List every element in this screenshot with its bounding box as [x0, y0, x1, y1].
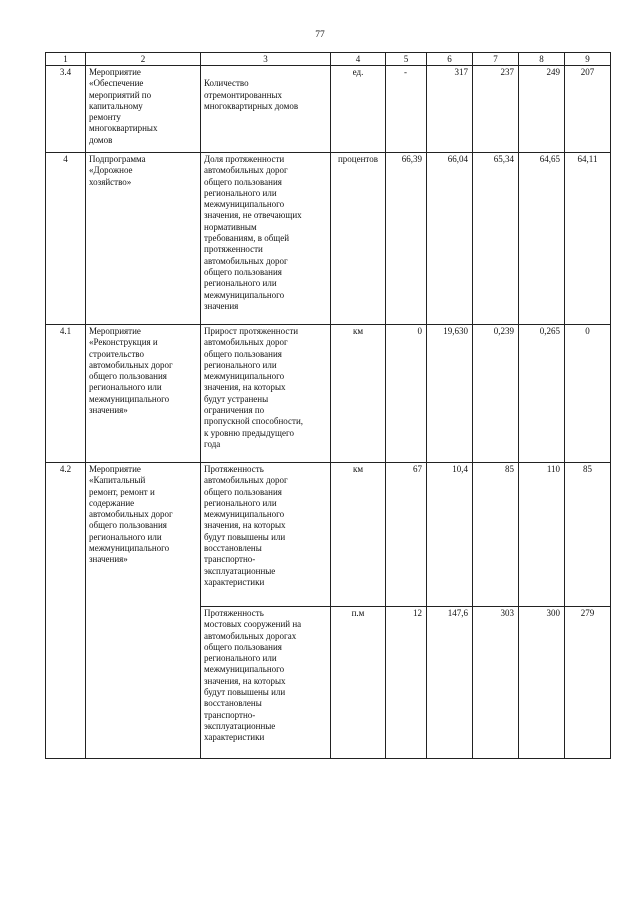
table-row [46, 463, 611, 607]
unit-cell: ед. [331, 66, 386, 153]
column-header: 5 [386, 53, 427, 66]
page-number: 77 [315, 30, 325, 40]
event-name: Мероприятие «Капитальный ремонт, ремонт и содержание автомобильных дорог общего пользования регионального или межмуниципального значения» [86, 463, 201, 759]
indicator-name: Количество отремонтированных многоквартирных домов [201, 66, 331, 153]
column-header: 4 [331, 53, 386, 66]
table-row [46, 325, 611, 463]
unit-cell: км [331, 463, 386, 607]
column-header: 8 [519, 53, 565, 66]
table-row [46, 153, 611, 325]
value-cell: 303 [473, 607, 519, 759]
value-cell: 0 [565, 325, 611, 463]
value-cell: 85 [565, 463, 611, 607]
value-cell: 0 [386, 325, 427, 463]
column-header: 2 [86, 53, 201, 66]
value-cell: 65,34 [473, 153, 519, 325]
value-cell: 85 [473, 463, 519, 607]
event-name: Мероприятие «Реконструкция и строительство автомобильных дорог общего пользования регионального или межмуниципального значения» [86, 325, 201, 463]
column-header: 9 [565, 53, 611, 66]
column-header: 7 [473, 53, 519, 66]
value-cell: 66,39 [386, 153, 427, 325]
value-cell: 300 [519, 607, 565, 759]
subprogram-name: Подпрограмма «Дорожное хозяйство» [86, 153, 201, 325]
indicator-name: Доля протяженности автомобильных дорог общего пользования регионального или межмуниципального значения, не отвечающих нормативным требованиям, в общей протяженности автомобильных дорог общего пользования регионального или межмуниципального значения [201, 153, 331, 325]
value-cell: 147,6 [427, 607, 473, 759]
row-number: 3.4 [46, 66, 86, 153]
indicator-name: Протяженность автомобильных дорог общего пользования регионального или межмуниципального значения, на которых будут повышены или восстановлены транспортно- эксплуатационные характеристики [201, 463, 331, 607]
table-row [46, 66, 611, 153]
unit-cell: п.м [331, 607, 386, 759]
value-cell: 249 [519, 66, 565, 153]
row-number: 4.2 [46, 463, 86, 759]
unit-cell: процентов [331, 153, 386, 325]
value-cell: 66,04 [427, 153, 473, 325]
value-cell: 279 [565, 607, 611, 759]
value-cell: 10,4 [427, 463, 473, 607]
value-cell: 64,11 [565, 153, 611, 325]
column-header: 6 [427, 53, 473, 66]
event-name: Мероприятие «Обеспечение мероприятий по капитальному ремонту многоквартирных домов [86, 66, 201, 153]
value-cell: 110 [519, 463, 565, 607]
value-cell: - [386, 66, 427, 153]
indicator-name: Прирост протяженности автомобильных дорог общего пользования регионального или межмуниципального значения, на которых будут устранены ограничения по пропускной способности, к уровню предыдущего года [201, 325, 331, 463]
row-number: 4 [46, 153, 86, 325]
row-number: 4.1 [46, 325, 86, 463]
column-header: 3 [201, 53, 331, 66]
indicators-table [45, 52, 611, 759]
value-cell: 19,630 [427, 325, 473, 463]
value-cell: 317 [427, 66, 473, 153]
value-cell: 237 [473, 66, 519, 153]
value-cell: 207 [565, 66, 611, 153]
header-row [46, 53, 611, 66]
value-cell: 0,239 [473, 325, 519, 463]
indicator-name: Протяженность мостовых сооружений на автомобильных дорогах общего пользования регионального или межмуниципального значения, на которых будут повышены или восстановлены транспортно- эксплуатационные характеристики [201, 607, 331, 759]
column-header: 1 [46, 53, 86, 66]
unit-cell: км [331, 325, 386, 463]
value-cell: 0,265 [519, 325, 565, 463]
value-cell: 67 [386, 463, 427, 607]
value-cell: 64,65 [519, 153, 565, 325]
value-cell: 12 [386, 607, 427, 759]
